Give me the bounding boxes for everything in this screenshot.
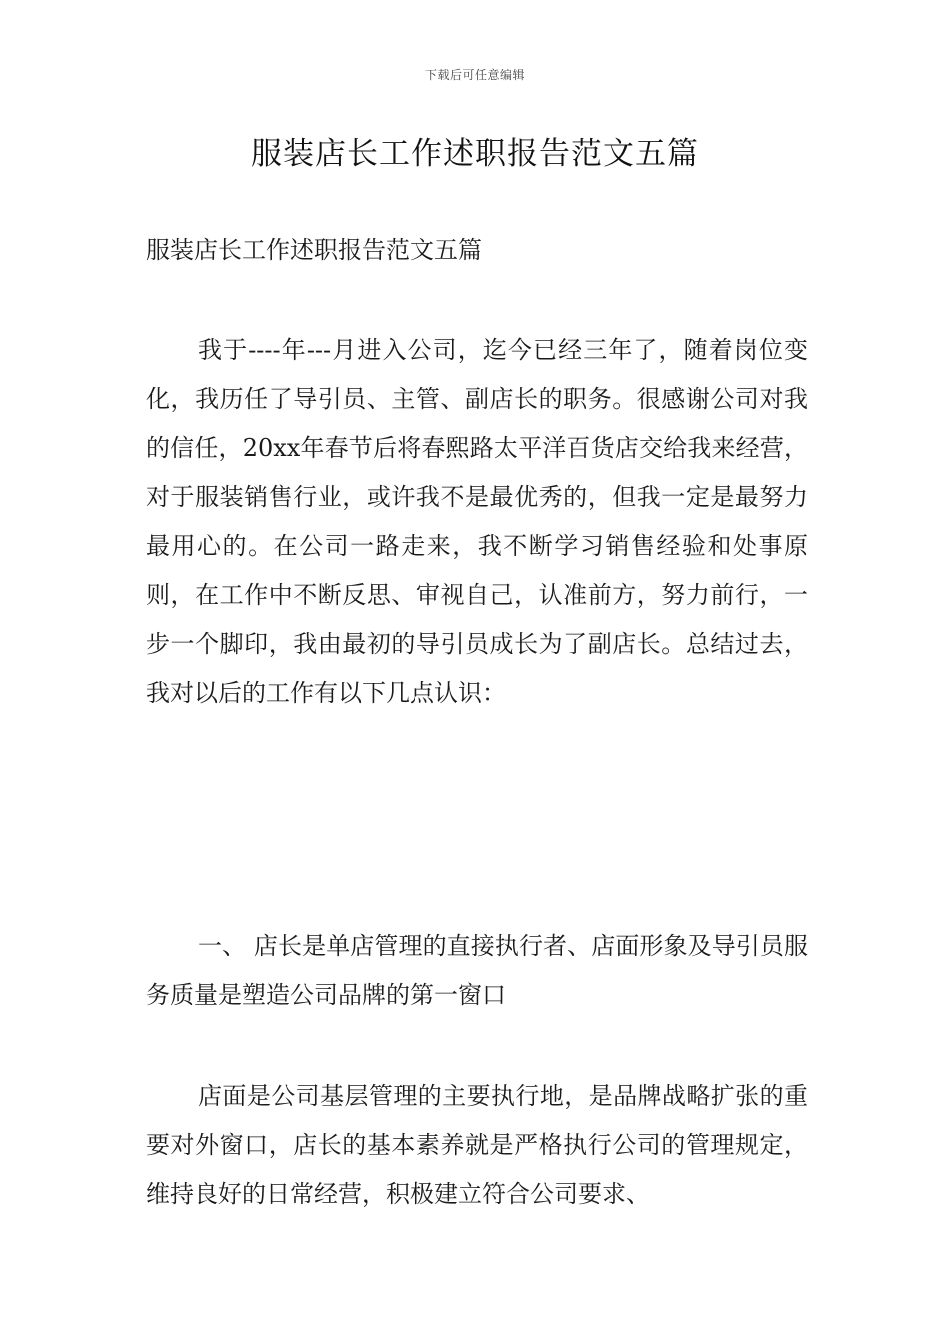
document-title: 服装店长工作述职报告范文五篇 (251, 136, 699, 172)
header-note: 下载后可任意编辑 (424, 68, 525, 82)
section-one-paragraph: 店面是公司基层管理的主要执行地，是品牌战略扩张的重要对外窗口，店长的基本素养就是严格执行公司的管理规定，维持良好的日常经营，积极建立符合公司要求、 (146, 1082, 808, 1208)
section-one-heading: 一、 店长是单店管理的直接执行者、店面形象及导引员服务质量是塑造公司品牌的第一窗口 (146, 932, 808, 1009)
intro-paragraph: 我于----年---月进入公司，迄今已经三年了，随着岗位变化，我历任了导引员、主管、副店长的职务。很感谢公司对我的信任，20xx年春节后将春熙路太平洋百货店交给我来经营，对于服装销售行业，或许我不是最优秀的，但我一定是最努力最用心的。在公司一路走来，我不断学习销售经验和处事原则，在工作中不断反思、审视自己，认准前方，努力前行，一步一个脚印，我由最初的导引员成长为了副店长。总结过去，我对以后的工作有以下几点认识： (146, 336, 808, 707)
document-subtitle: 服装店长工作述职报告范文五篇 (146, 236, 482, 264)
